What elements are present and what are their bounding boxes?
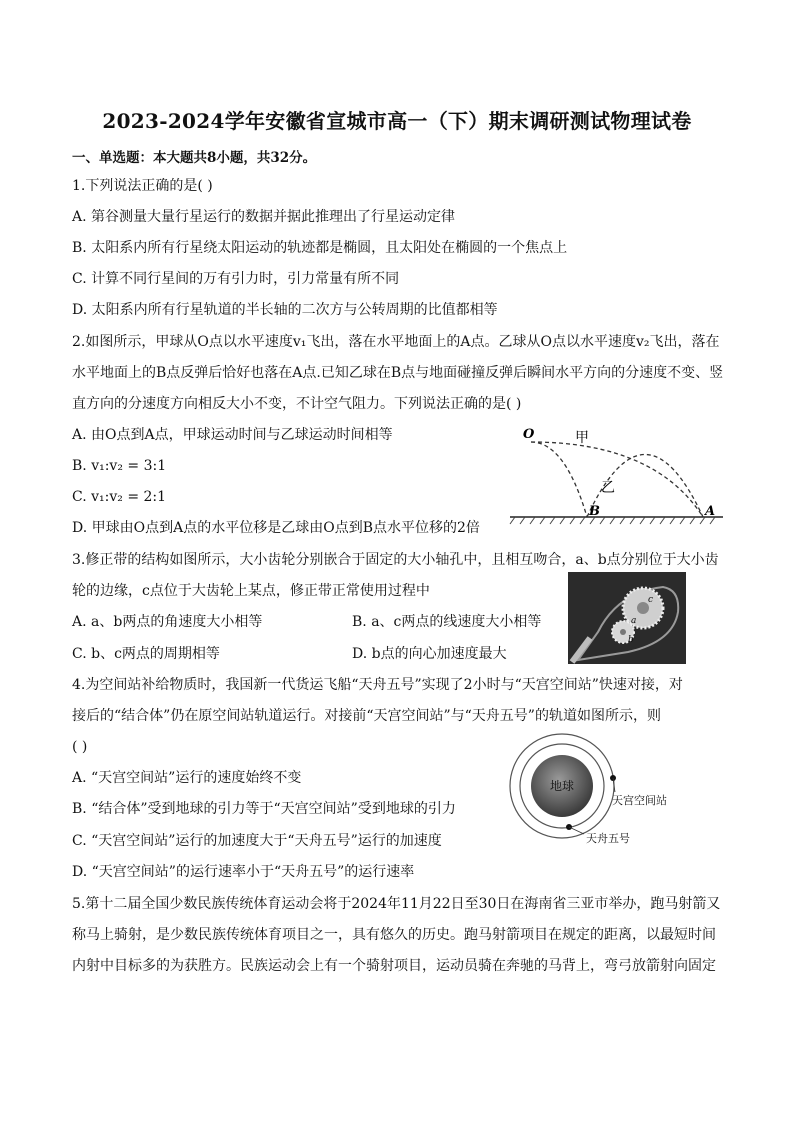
q3-correction-tape-photo xyxy=(568,572,686,664)
station-label: 天宫空间站 xyxy=(612,794,667,807)
point-b-label: B xyxy=(589,504,600,519)
page-title: 2023-2024学年安徽省宣城市高一（下）期末调研测试物理试卷 xyxy=(102,109,692,133)
point-o-label: O xyxy=(523,427,535,442)
q2-stem-line1: 2.如图所示，甲球从O点以水平速度v₁飞出，落在水平地面上的A点。乙球从O点以水平速度v₂飞出，落在 xyxy=(72,334,720,350)
q2-option-d: D. 甲球由O点到A点的水平位移是乙球由O点到B点水平位移的2倍 xyxy=(72,520,480,536)
q2-stem-line2: 水平地面上的B点反弹后恰好也落在A点.已知乙球在B点与地面碰撞反弹后瞬间水平方向的分速度不变、竖 xyxy=(72,365,724,381)
q2-projectile-figure xyxy=(505,422,725,527)
point-c-label: c xyxy=(648,595,654,605)
q1-stem: 1.下列说法正确的是( ) xyxy=(72,178,213,194)
yi-label: 乙 xyxy=(601,480,615,496)
q3-stem-line1: 3.修正带的结构如图所示，大小齿轮分别嵌合于固定的大小轴孔中，且相互吻合，a、b点分别位于大小齿 xyxy=(72,552,719,568)
q2-stem-line3: 直方向的分速度方向相反大小不变，不计空气阻力。下列说法正确的是( ) xyxy=(72,396,522,412)
q4-stem-line1: 4.为空间站补给物质时，我国新一代货运飞船“天舟五号”实现了2小时与“天宫空间站”快速对接，对 xyxy=(72,677,683,693)
q2-option-b: B. v₁:v₂ = 3:1 xyxy=(72,458,167,474)
q3-option-a: A. a、b两点的角速度大小相等 xyxy=(72,614,263,630)
q1-option-c: C. 计算不同行星间的万有引力时，引力常量有所不同 xyxy=(72,271,400,287)
q4-stem-line2: 接后的“结合体”仍在原空间站轨道运行。对接前“天宫空间站”与“天舟五号”的轨道如图所示，则 xyxy=(72,708,661,724)
q5-stem-line1: 5.第十二届全国少数民族传统体育运动会将于2024年11月22日至30日在海南省三亚市举办，跑马射箭又 xyxy=(72,896,721,912)
section-heading: 一、单选题：本大题共8小题，共32分。 xyxy=(72,150,317,166)
q4-option-d: D. “天宫空间站”的运行速率小于“天舟五号”的运行速率 xyxy=(72,864,415,880)
q4-orbit-figure xyxy=(502,730,682,848)
point-b-label: b xyxy=(628,635,634,645)
q4-option-c: C. “天宫空间站”运行的加速度大于“天舟五号”运行的加速度 xyxy=(72,833,442,849)
q4-option-a: A. “天宫空间站”运行的速度始终不变 xyxy=(72,770,302,786)
q2-option-a: A. 由O点到A点，甲球运动时间与乙球运动时间相等 xyxy=(72,427,393,443)
ship-label: 天舟五号 xyxy=(586,832,630,845)
q5-stem-line2: 称马上骑射，是少数民族传统体育项目之一，具有悠久的历史。跑马射箭项目在规定的距离，以最短时间 xyxy=(72,927,716,943)
q3-option-d: D. b点的向心加速度最大 xyxy=(352,646,507,662)
point-a-label: A xyxy=(705,504,716,519)
q3-option-c: C. b、c两点的周期相等 xyxy=(72,646,220,662)
yi-trajectory-1 xyxy=(531,442,587,517)
q4-stem-line3: ( ) xyxy=(72,739,88,755)
q2-option-c: C. v₁:v₂ = 2:1 xyxy=(72,489,167,505)
q4-option-b: B. “结合体”受到地球的引力等于“天宫空间站”受到地球的引力 xyxy=(72,801,456,817)
q3-stem-line2: 轮的边缘，c点位于大齿轮上某点，修正带正常使用过程中 xyxy=(72,583,430,599)
point-a-label: a xyxy=(631,616,637,626)
q3-option-b: B. a、c两点的线速度大小相等 xyxy=(352,614,542,630)
earth-label: 地球 xyxy=(549,779,575,793)
q5-stem-line3: 内射中目标多的为获胜方。民族运动会上有一个骑射项目，运动员骑在奔驰的马背上，弯弓放箭射向固定 xyxy=(72,958,716,974)
q1-option-b: B. 太阳系内所有行星绕太阳运动的轨迹都是椭圆，且太阳处在椭圆的一个焦点上 xyxy=(72,240,568,256)
jia-label: 甲 xyxy=(575,430,589,446)
q1-option-d: D. 太阳系内所有行星轨道的半长轴的二次方与公转周期的比值都相等 xyxy=(72,302,498,318)
q1-option-a: A. 第谷测量大量行星运行的数据并据此推理出了行星运动定律 xyxy=(72,209,456,225)
jia-trajectory xyxy=(531,442,703,517)
